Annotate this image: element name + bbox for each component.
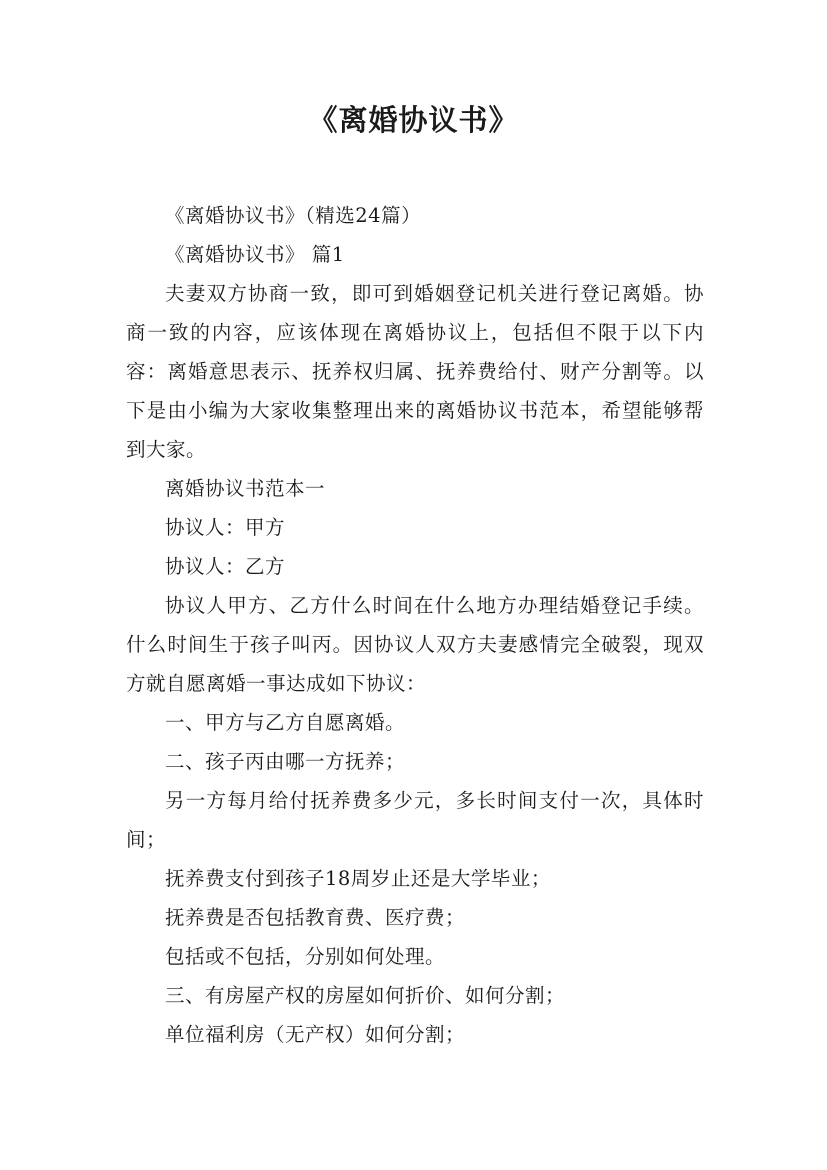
- paragraph-subtitle: 《离婚协议书》（精选24篇）: [165, 204, 422, 227]
- paragraph-template-heading: 离婚协议书范本一: [165, 477, 326, 500]
- paragraph-party-a: 协议人：甲方: [165, 516, 286, 539]
- document-body: [126, 196, 704, 1054]
- document-title: 《离婚协议书》: [308, 103, 519, 137]
- paragraph-section-heading: 《离婚协议书》 篇1: [165, 243, 345, 266]
- paragraph-clause-2-handling: 包括或不包括，分别如何处理。: [165, 945, 446, 968]
- paragraph-party-b: 协议人：乙方: [165, 555, 286, 578]
- paragraph-clause-2: 二、孩子丙由哪一方抚养；: [165, 750, 406, 773]
- paragraph-clause-2-scope: 抚养费是否包括教育费、医疗费；: [165, 906, 466, 929]
- paragraph-clause-1: 一、甲方与乙方自愿离婚。: [165, 711, 406, 734]
- paragraph-preamble: 协议人甲方、乙方什么时间在什么地方办理结婚登记手续。什么时间生于孩子叫丙。因协议人双方夫妻感情完全破裂，现双方就自愿离婚一事达成如下协议：: [126, 594, 704, 695]
- paragraph-clause-3-welfare-housing: 单位福利房（无产权）如何分割；: [165, 1023, 466, 1046]
- paragraph-intro: 夫妻双方协商一致，即可到婚姻登记机关进行登记离婚。协商一致的内容，应该体现在离婚协议上，包括但不限于以下内容：离婚意思表示、抚养权归属、抚养费给付、财产分割等。以下是由小编为大家收集整理出来的离婚协议书范本，希望能够帮到大家。: [126, 282, 704, 461]
- paragraph-clause-2-duration: 抚养费支付到孩子18周岁止还是大学毕业；: [165, 867, 551, 890]
- paragraph-clause-2-payment: 另一方每月给付抚养费多少元，多长时间支付一次，具体时间；: [126, 789, 704, 851]
- paragraph-clause-3: 三、有房屋产权的房屋如何折价、如何分割；: [165, 984, 566, 1007]
